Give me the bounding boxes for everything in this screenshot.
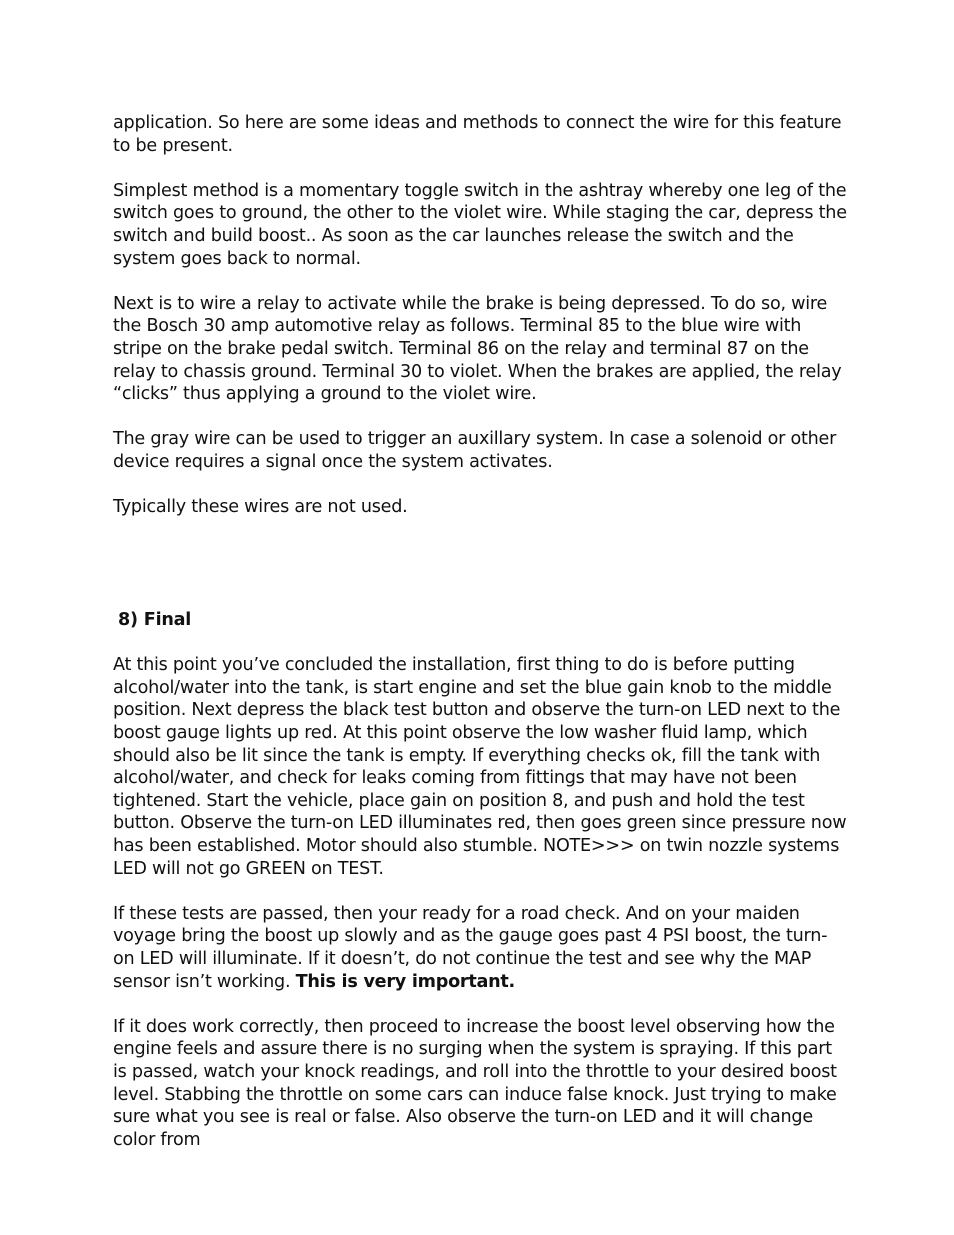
section-spacer — [113, 541, 848, 609]
road-check-text: If these tests are passed, then your ready for a road check. And on your maiden voyage bring the boost up slowly and as the gauge goes past 4 PSI boost, the turn-on LED will illuminate. If it doesn’t, do not continue the test and see why the MAP sensor isn’t working. — [113, 903, 828, 992]
paragraph-toggle-switch: Simplest method is a momentary toggle switch in the ashtray whereby one leg of the switch goes to ground, the other to the violet wire. While staging the car, depress the switch and build boost.. As soon as the car launches release the switch and the system goes back to normal. — [113, 180, 847, 269]
paragraph-relay: Next is to wire a relay to activate while the brake is being depressed. To do so, wire the Bosch 30 amp automotive relay as follows. Terminal 85 to the blue wire with stripe on the brake pedal switch. Terminal 86 on the relay and terminal 87 on the relay to chassis ground. Terminal 30 to violet. When the brakes are applied, the relay “clicks” thus applying a ground to the violet wire. — [113, 293, 842, 405]
paragraph-road-check — [113, 903, 848, 993]
section-heading — [118, 609, 848, 632]
paragraph-installation-check: At this point you’ve concluded the installation, first thing to do is before putting alcohol/water into the tank, is start engine and set the blue gain knob to the middle position. Next depress the black test button and observe the turn-on LED next to the boost gauge lights up red. At this point observe the low washer fluid lamp, which should also be lit since the tank is empty. If everything checks ok, fill the tank with alcohol/water, and check for leaks coming from fittings that may have not been tightened. Start the vehicle, place gain on position 8, and push and hold the test button. Observe the turn-on LED illuminates red, then goes green since pressure now has been established. Motor should also stumble. NOTE>>> on twin nozzle systems LED will not go GREEN on TEST. — [113, 655, 847, 879]
section-title: Final — [143, 610, 192, 631]
paragraph-boost-level: If it does work correctly, then proceed to increase the boost level observing how the engine feels and assure there is no surging when the system is spraying. If this part is passed, watch your knock readings, and roll into the throttle to your desired boost level. Stabbing the throttle on some cars can induce false knock. Just trying to make sure what you see is real or false. Also observe the turn-on LED and it will change color from — [113, 1016, 837, 1150]
paragraph-typically: Typically these wires are not used. — [113, 497, 408, 518]
section-number: 8) — [118, 610, 138, 631]
document-page — [113, 112, 848, 1174]
paragraph-application: application. So here are some ideas and methods to connect the wire for this feature to be present. — [113, 113, 842, 156]
paragraph-gray-wire: The gray wire can be used to trigger an auxillary system. In case a solenoid or other device requires a signal once the system activates. — [113, 429, 837, 472]
important-note: This is very important. — [295, 971, 515, 992]
